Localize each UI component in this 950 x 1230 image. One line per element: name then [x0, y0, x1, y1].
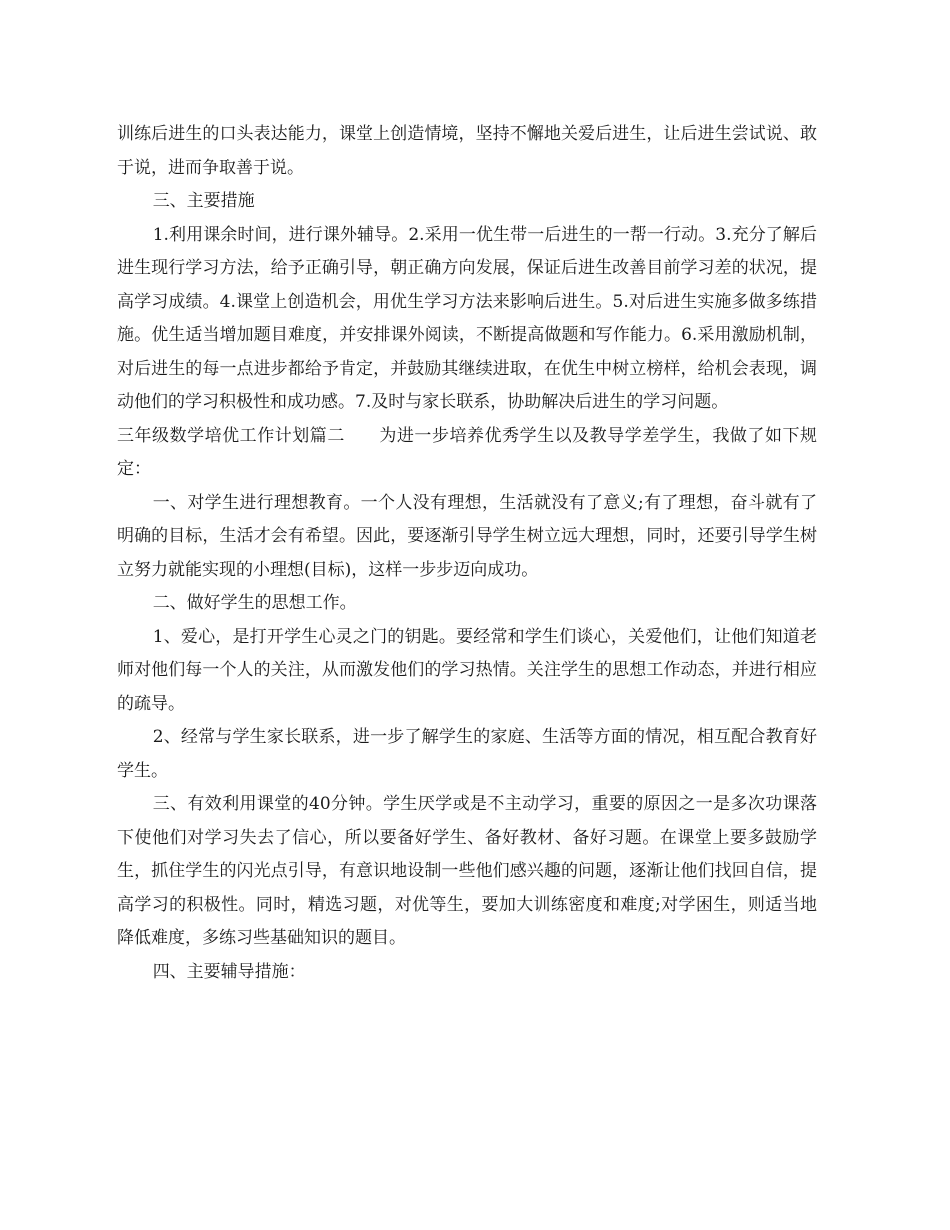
- section-heading-line: [117, 420, 817, 487]
- heading-tutoring-measures: 四、主要辅导措施：: [152, 961, 306, 982]
- paragraph-1: 训练后进生的口头表达能力，课堂上创造情境，坚持不懈地关爱后进生，让后进生尝试说、敢于说，进而争取善于说。: [117, 124, 817, 178]
- heading-ideological-work: 二、做好学生的思想工作。: [152, 593, 357, 613]
- paragraph-classroom-40-minutes: 三、有效利用课堂的40分钟。学生厌学或是不主动学习，重要的原因之一是多次功课落下使他们对学习失去了信心，所以要备好学生、备好教材、备好习题。在课堂上要多鼓励学生，抓住学生的闪光点引导，有意识地设制一些他们感兴趣的问题，逐渐让他们找回自信，提高学习的积极性。同时，精选习题，对优等生，要加大训练密度和难度;对学困生，则适当地降低难度，多练习些基础知识的题目。: [117, 794, 817, 948]
- paragraph-ideal-education: 一、对学生进行理想教育。一个人没有理想，生活就没有了意义;有了理想，奋斗就有了明确的目标，生活才会有希望。因此，要逐渐引导学生树立远大理想，同时，还要引导学生树立努力就能实现的小理想(目标)，这样一步步迈向成功。: [117, 492, 817, 580]
- section-title: 三年级数学培优工作计划篇二: [117, 425, 345, 446]
- heading-main-measures: 三、主要措施: [152, 191, 255, 211]
- paragraph-measures-list: 1.利用课余时间，进行课外辅导。2.采用一优生带一后进生的一帮一行动。3.充分了解后进生现行学习方法，给予正确引导，朝正确方向发展，保证后进生改善目前学习差的状况，提高学习成绩。4.课堂上创造机会，用优生学习方法来影响后进生。5.对后进生实施多做多练措施。优生适当增加题目难度，并安排课外阅读，不断提高做题和写作能力。6.采用激励机制，对后进生的每一点进步都给予肯定，并鼓励其继续进取，在优生中树立榜样，给机会表现，调动他们的学习积极性和成功感。7.及时与家长联系，协助解决后进生的学习问题。: [117, 224, 817, 412]
- paragraph-love-key: 1、爱心，是打开学生心灵之门的钥匙。要经常和学生们谈心，关爱他们，让他们知道老师对他们每一个人的关注，从而激发他们的学习热情。关注学生的思想工作动态，并进行相应的疏导。: [117, 626, 817, 714]
- paragraph-parent-contact: 2、经常与学生家长联系，进一步了解学生的家庭、生活等方面的情况，相互配合教育好学生。: [117, 727, 817, 781]
- document-body: [117, 118, 817, 989]
- section-intro: 为进一步培养优秀学生以及教导学差学生，我做了如下规定：: [117, 425, 818, 479]
